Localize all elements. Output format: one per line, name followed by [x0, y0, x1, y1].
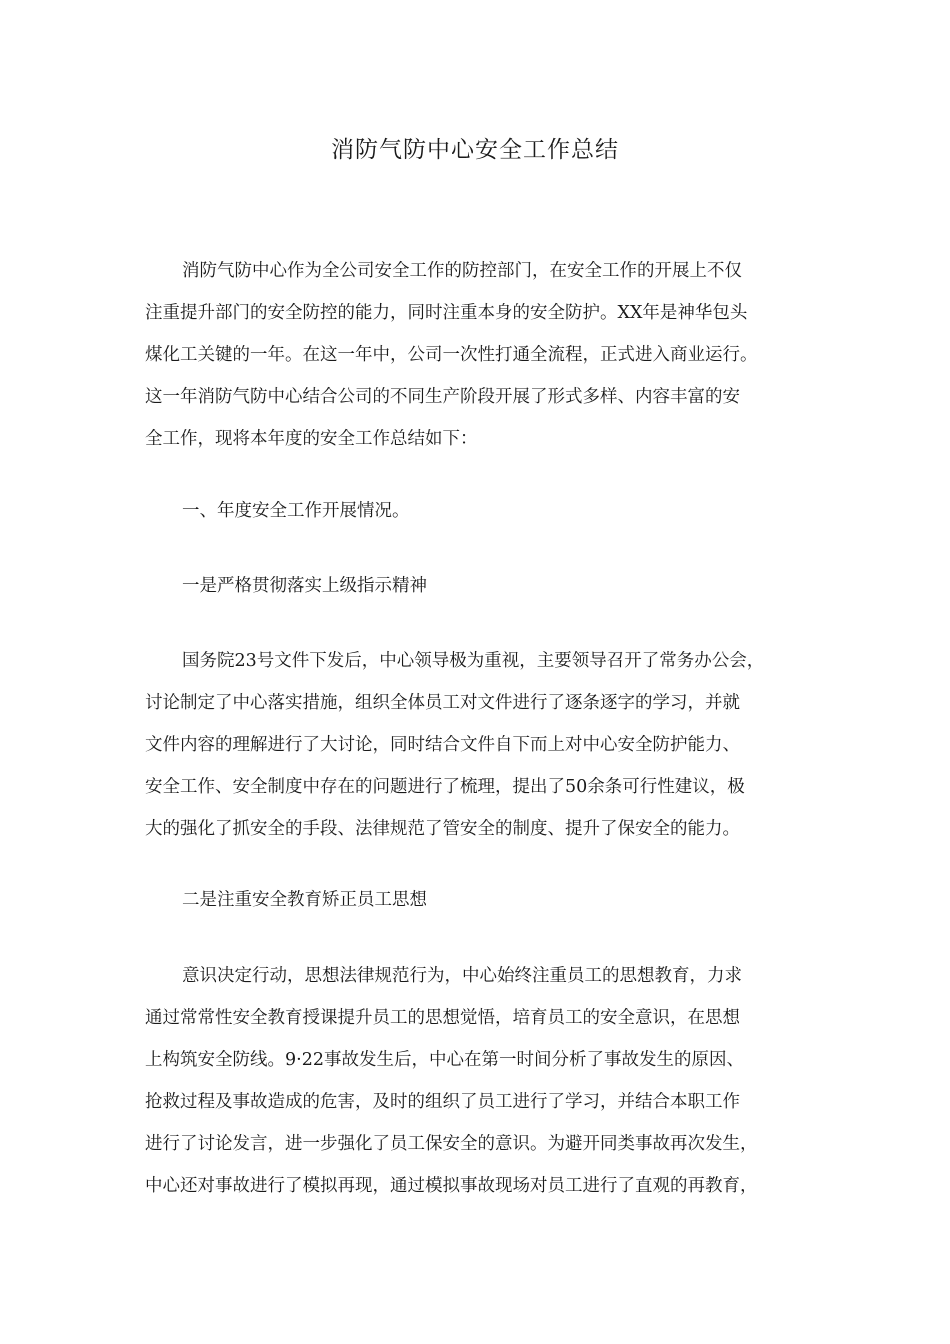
paragraph-3-line-4: 抢救过程及事故造成的危害，及时的组织了员工进行了学习，并结合本职工作	[145, 1092, 740, 1112]
paragraph-1-line-4: 这一年消防气防中心结合公司的不同生产阶段开展了形式多样、内容丰富的安	[145, 387, 740, 407]
paragraph-3-line-6: 中心还对事故进行了模拟再现，通过模拟事故现场对员工进行了直观的再教育，	[145, 1176, 758, 1196]
subheading-2: 二是注重安全教育矫正员工思想	[182, 890, 427, 910]
paragraph-2-line-2: 讨论制定了中心落实措施，组织全体员工对文件进行了逐条逐字的学习，并就	[145, 693, 740, 713]
paragraph-1-line-2: 注重提升部门的安全防控的能力，同时注重本身的安全防护。XX年是神华包头	[145, 303, 748, 323]
paragraph-3-line-3: 上构筑安全防线。9·22事故发生后，中心在第一时间分析了事故发生的原因、	[145, 1050, 744, 1070]
paragraph-1-line-3: 煤化工关键的一年。在这一年中，公司一次性打通全流程，正式进入商业运行。	[145, 345, 758, 365]
paragraph-3-line-5: 进行了讨论发言，进一步强化了员工保安全的意识。为避开同类事故再次发生，	[145, 1134, 758, 1154]
paragraph-1-line-5: 全工作，现将本年度的安全工作总结如下：	[145, 429, 478, 449]
paragraph-3-line-1: 意识决定行动，思想法律规范行为，中心始终注重员工的思想教育，力求	[182, 966, 742, 986]
paragraph-2-line-1: 国务院23号文件下发后，中心领导极为重视，主要领导召开了常务办公会，	[182, 651, 765, 671]
paragraph-2-line-4: 安全工作、安全制度中存在的问题进行了梳理，提出了50余条可行性建议，极	[145, 777, 745, 797]
document-title: 消防气防中心安全工作总结	[331, 137, 619, 163]
paragraph-1-line-1: 消防气防中心作为全公司安全工作的防控部门，在安全工作的开展上不仅	[182, 261, 742, 281]
paragraph-3-line-2: 通过常常性安全教育授课提升员工的思想觉悟，培育员工的安全意识，在思想	[145, 1008, 740, 1028]
section-heading-1: 一、年度安全工作开展情况。	[182, 501, 410, 521]
paragraph-2-line-5: 大的强化了抓安全的手段、法律规范了管安全的制度、提升了保安全的能力。	[145, 819, 740, 839]
paragraph-2-line-3: 文件内容的理解进行了大讨论，同时结合文件自下而上对中心安全防护能力、	[145, 735, 740, 755]
subheading-1: 一是严格贯彻落实上级指示精神	[182, 576, 427, 596]
